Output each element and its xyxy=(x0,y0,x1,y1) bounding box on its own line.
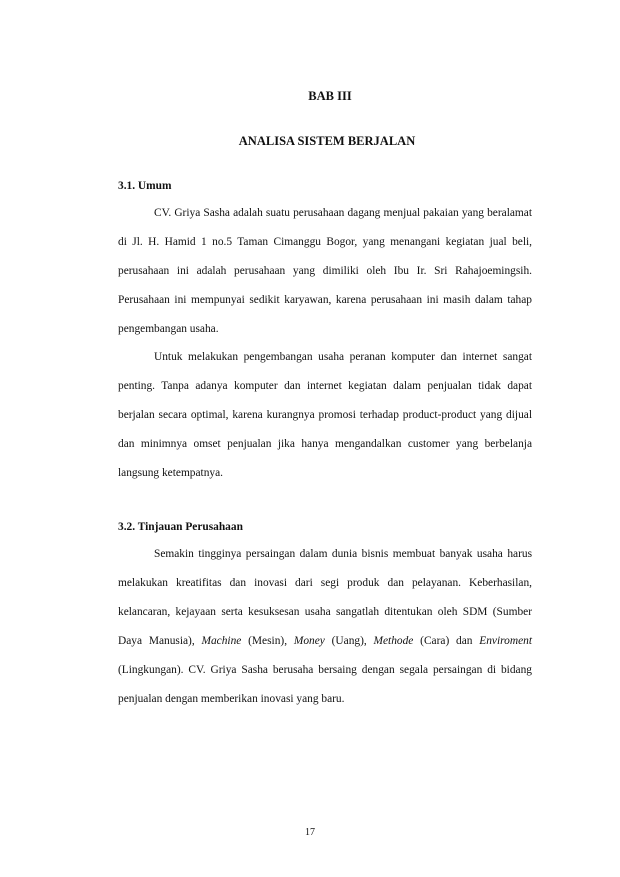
paragraph-text-part: (Mesin), xyxy=(241,634,294,647)
paragraph-text-part: (Lingkungan). CV. Griya Sasha berusaha bersaing dengan segala persaingan di bidang penjualan dengan memberikan inovasi yang baru. xyxy=(118,663,532,705)
paragraph-umum-1 xyxy=(118,199,532,344)
chapter-title: ANALISA SISTEM BERJALAN xyxy=(238,134,416,148)
paragraph-umum-2 xyxy=(118,343,532,488)
paragraph-text: Untuk melakukan pengembangan usaha peranan komputer dan internet sangat penting. Tanpa adanya komputer dan internet kegiatan dalam penjualan tidak dapat berjalan secara optimal, karena kurangnya promosi terhadap product-product yang dijual dan minimnya omset penjualan jika hanya mengandalkan customer yang berbelanja langsung ketempatnya. xyxy=(118,351,532,479)
page-number: 17 xyxy=(305,827,315,838)
term-enviroment: Enviroment xyxy=(479,634,532,647)
section-heading-umum: 3.1. Umum xyxy=(118,180,172,192)
term-money: Money xyxy=(293,634,325,647)
term-methode: Methode xyxy=(373,634,414,647)
paragraph-text-part: Semakin tingginya persaingan dalam dunia bisnis membuat banyak usaha harus melakukan kreatifitas dan inovasi dari segi produk dan pelayanan. Keberhasilan, kelancaran, kejayaan serta kesuksesan usaha sangatlah ditentukan oleh SDM (Sumber Daya Manusia), xyxy=(118,548,532,647)
paragraph-tinjauan-1 xyxy=(118,540,532,713)
chapter-number: BAB III xyxy=(308,89,352,103)
term-machine: Machine xyxy=(201,634,242,647)
section-heading-tinjauan: 3.2. Tinjauan Perusahaan xyxy=(118,521,243,533)
paragraph-text-part: (Uang), xyxy=(324,634,374,647)
paragraph-text: CV. Griya Sasha adalah suatu perusahaan dagang menjual pakaian yang beralamat di Jl. H. Hamid 1 no.5 Taman Cimanggu Bogor, yang menangani kegiatan jual beli, perusahaan ini adalah perusahaan yang dimiliki oleh Ibu Ir. Sri Rahajoemingsih. Perusahaan ini mempunyai sedikit karyawan, karena perusahaan ini masih dalam tahap pengembangan usaha. xyxy=(118,207,532,335)
paragraph-text-part: (Cara) dan xyxy=(413,634,480,647)
